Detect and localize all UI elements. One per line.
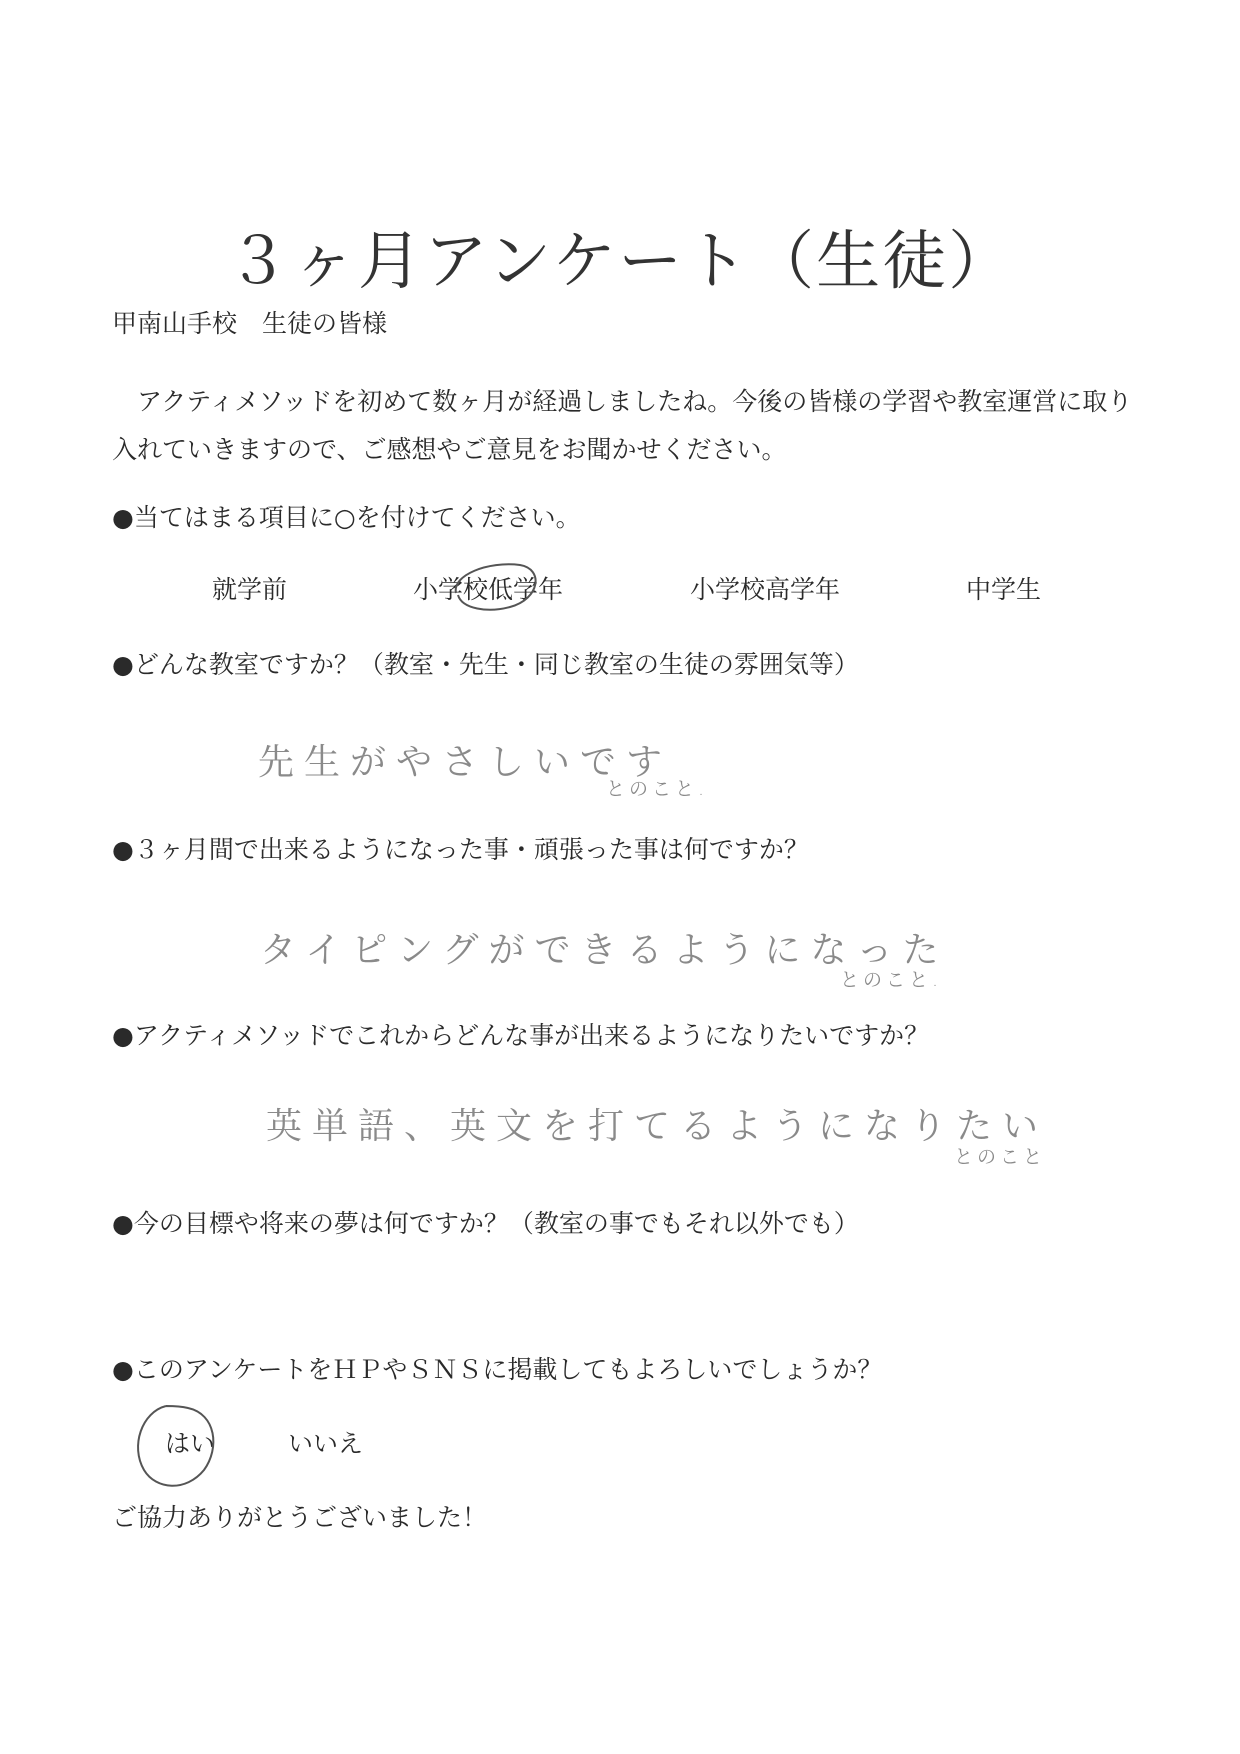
answer-classroom-note: とのこと. <box>606 778 709 800</box>
grade-option-junior-high[interactable]: 中学生 <box>966 575 1042 604</box>
question-future: ●アクティメソッドでこれからどんな事が出来るようになりたいですか？ <box>112 1021 930 1050</box>
answer-classroom: 先生がやさしいです <box>258 742 673 783</box>
question-goals: ●今の目標や将来の夢は何ですか？（教室の事でもそれ以外でも） <box>112 1209 859 1238</box>
intro-line-1: アクティメソッドを初めて数ヶ月が経過しましたね。今後の皆様の学習や教室運営に取り <box>112 387 1133 416</box>
answer-achieved-note: とのこと. <box>840 969 943 991</box>
answer-future: 英単語、英文を打てるようになりたい <box>266 1106 1049 1147</box>
grade-option-lower-elementary[interactable]: 小学校低学年 <box>413 575 564 604</box>
question-grade: ●当てはまる項目に○を付けてください。 <box>112 503 581 532</box>
question-publish: ●このアンケートをＨＰやＳＮＳに掲載してもよろしいでしょうか？ <box>112 1355 883 1384</box>
closing-text: ご協力ありがとうございました！ <box>112 1503 488 1532</box>
intro-line-2: 入れていきますので、ご感想やご意見をお聞かせください。 <box>112 435 787 464</box>
question-classroom: ●どんな教室ですか？（教室・先生・同じ教室の生徒の雰囲気等） <box>112 650 859 679</box>
page-title: ３ヶ月アンケート（生徒） <box>225 225 1015 299</box>
question-achieved: ●３ヶ月間で出来るようになった事・頑張った事は何ですか？ <box>112 835 809 864</box>
intro-text <box>112 378 1132 474</box>
publish-option-no[interactable]: いいえ <box>288 1429 364 1458</box>
grade-option-upper-elementary[interactable]: 小学校高学年 <box>690 575 841 604</box>
grade-option-preschool[interactable]: 就学前 <box>212 575 288 604</box>
publish-selection-circle <box>128 1400 240 1498</box>
answer-achieved: タイピングができるようになった <box>260 930 949 971</box>
grade-selection-circle <box>448 555 548 617</box>
addressee: 甲南山手校 生徒の皆様 <box>112 309 388 338</box>
answer-future-note: とのこと <box>954 1146 1047 1168</box>
publish-option-yes[interactable]: はい <box>165 1429 216 1458</box>
